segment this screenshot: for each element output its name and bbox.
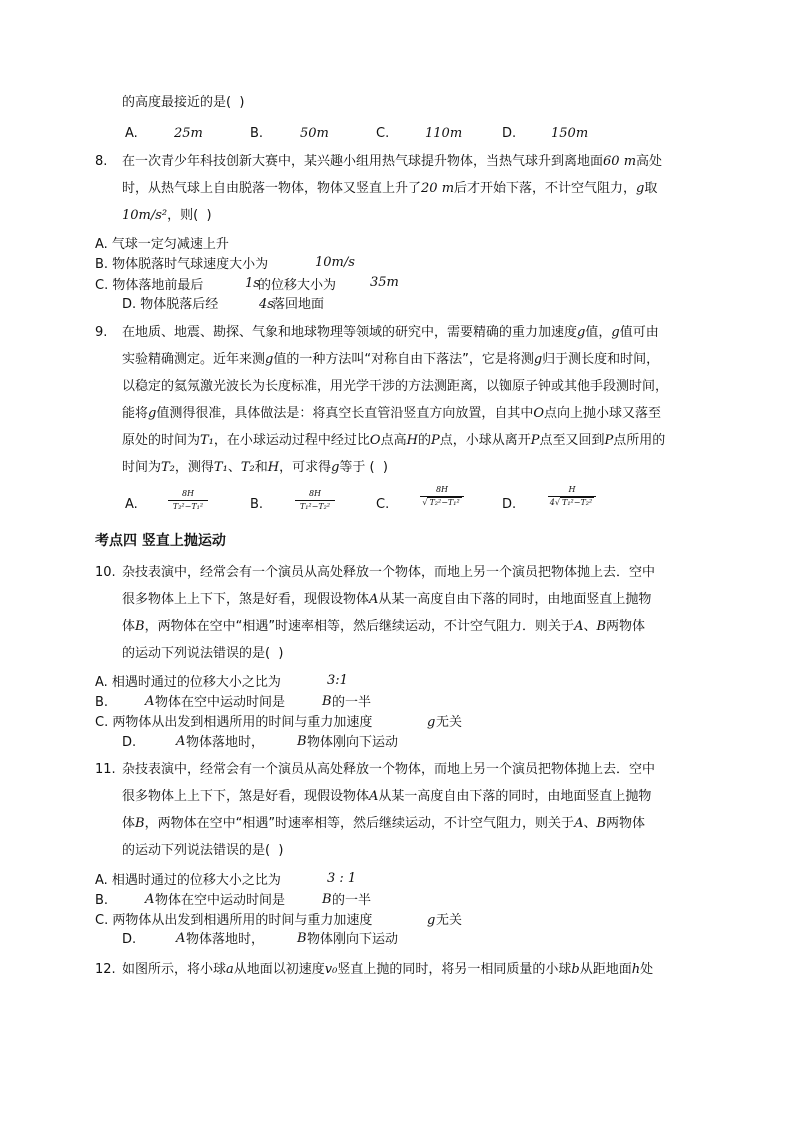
q7-option-b-letter: B. [250,126,264,141]
q10-option-d-letter: D. [122,735,137,750]
q8-option-c-mid: 的位移大小为 [258,278,337,293]
q11-option-d-letter: D. [122,932,137,947]
q11-option-c-tail: 无关 [436,913,463,928]
q7-stem-tail: 的高度最接近的是( ) [122,95,245,110]
q9-option-c-letter: C. [376,497,390,512]
q9-option-d-numerator: H [568,485,576,494]
q10-option-d-mid: 物体落地时， [186,735,265,750]
q9-option-a-denominator: T₂²−T₁² [172,502,204,511]
section-heading: 考点四 竖直上抛运动 [95,533,226,549]
q11-option-c: C. 两物体从出发到相遇所用的时间与重力加速度 [95,913,373,928]
q10-line-3: 体B，两物体在空中“相遇”时速率相等，然后继续运动，不计空气阻力．则关于A、B两物体 [122,619,646,634]
q8-option-c-value: 35m [370,275,399,290]
q10-option-d-a: A [176,734,186,749]
q11-option-b-a: A [145,892,155,907]
q10-option-b-a: A [145,694,155,709]
q10-option-b-mid: 物体在空中运动时间是 [155,695,286,710]
q11-option-d-tail: 物体刚向下运动 [307,932,399,947]
q10-option-a: A. 相遇时通过的位移大小之比为 [95,675,281,690]
q11-option-d-b: B [297,931,307,946]
q11-line-1: 杂技表演中，经常会有一个演员从高处释放一个物体，而地上另一个演员把物体抛上去．空中 [122,762,656,777]
q9-line-3: 以稳定的氦氖激光波长为长度标准，用光学干涉的方法测距离，以铷原子钟或其他手段测时间， [122,379,669,394]
q9-option-d-letter: D. [502,497,517,512]
q11-option-c-g: g [427,913,436,928]
q8-option-d-time: 4s [259,297,274,312]
q7-option-b-value: 50m [300,126,329,141]
q9-line-4: 能将g值测得很准，具体做法是：将真空长直管沿竖直方向放置，自其中O点向上抛小球又落至 [122,406,662,421]
q8-line-2: 时，从热气球上自由脱落一物体，物体又竖直上升了20 m后才开始下落，不计空气阻力，g取 [122,181,658,196]
q10-line-4: 的运动下列说法错误的是( ) [122,646,284,661]
q11-line-3: 体B，两物体在空中“相遇”时速率相等，然后继续运动，不计空气阻力，则关于A、B两物体 [122,816,646,831]
q9-option-a-numerator: 8H [181,489,195,498]
q9-line-2: 实验精确测定。近年来测g值的一种方法叫“对称自由下落法”，它是将测g归于测长度和时间， [122,352,660,367]
q9-line-5: 原处的时间为T₁，在小球运动过程中经过比O点高H的P点，小球从离开P点至又回到P点所用的 [122,433,666,448]
q11-line-2: 很多物体上上下下，煞是好看，现假设物体A从某一高度自由下落的同时，由地面竖直上抛物 [122,789,652,804]
q8-option-d: D. 物体脱落后经 [122,297,219,312]
q9-option-d-fraction: H 4√ T₁²−T₂² [548,485,596,508]
q7-option-c-letter: C. [376,126,390,141]
q8-option-c-time: 1s [245,276,260,291]
q9-option-b-numerator: 8H [308,489,322,498]
q11-line-4: 的运动下列说法错误的是( ) [122,843,284,858]
q9-number: 9. [95,325,108,340]
q9-option-b-letter: B. [250,497,264,512]
q10-line-2: 很多物体上上下下，煞是好看，现假设物体A从某一高度自由下落的同时，由地面竖直上抛物 [122,592,652,607]
q9-option-a-letter: A. [125,497,138,512]
q11-option-a-value: 3 : 1 [327,871,357,886]
q9-option-d-coefficient: 4 [549,498,555,507]
q9-option-c-fraction: 8H √ T₂²−T₁² [420,485,464,508]
q7-option-d-letter: D. [502,126,517,141]
q8-number: 8. [95,154,108,169]
q10-option-a-value: 3:1 [327,673,348,688]
q9-option-a-fraction [168,489,208,512]
q8-option-b-value: 10m/s [315,255,355,270]
q9-option-c-denominator: T₂²−T₁² [429,498,460,507]
q8-option-d-tail: 落回地面 [272,297,325,312]
q7-option-d-value: 150m [551,126,589,141]
q7-option-c-value: 110m [425,126,463,141]
q7-option-a-value: 25m [174,126,203,141]
q10-option-c-tail: 无关 [436,715,463,730]
q11-option-d-a: A [176,931,186,946]
q9-line-1: 在地质、地震、勘探、气象和地球物理等领域的研究中，需要精确的重力加速度g值，g值可由 [122,325,659,340]
q10-option-b-b: B [322,694,332,709]
q11-option-b-b: B [322,892,332,907]
q12-number: 12. [95,962,116,977]
q10-option-b-letter: B. [95,695,109,710]
q9-option-c-numerator: 8H [435,485,449,494]
q9-line-6: 时间为T₂，测得T₁、T₂和H，可求得g等于 ( ) [122,460,388,475]
q11-option-b-mid: 物体在空中运动时间是 [155,893,286,908]
q11-number: 11. [95,762,116,777]
q9-option-b-fraction [295,489,335,512]
q10-line-1: 杂技表演中，经常会有一个演员从高处释放一个物体，而地上另一个演员把物体抛上去．空中 [122,565,656,580]
q11-option-d-mid: 物体落地时， [186,932,265,947]
q10-option-c-g: g [427,715,436,730]
q10-option-c: C. 两物体从出发到相遇所用的时间与重力加速度 [95,715,373,730]
q10-option-b-tail: 的一半 [332,695,372,710]
q9-option-d-denominator: T₁²−T₂² [562,498,593,507]
q8-line-3: 10m/s²，则( ) [122,208,212,223]
q7-option-a-letter: A. [125,126,138,141]
q12-line-1: 如图所示，将小球a从地面以初速度v₀竖直上抛的同时，将另一相同质量的小球b从距地面h处 [122,962,654,977]
q11-option-a: A. 相遇时通过的位移大小之比为 [95,873,281,888]
q10-option-d-tail: 物体刚向下运动 [307,735,399,750]
q10-option-d-b: B [297,734,307,749]
q10-number: 10. [95,565,116,580]
q11-option-b-tail: 的一半 [332,893,372,908]
q8-option-b: B. 物体脱落时气球速度大小为 [95,257,269,272]
q8-option-c: C. 物体落地前最后 [95,278,204,293]
q8-line-1: 在一次青少年科技创新大赛中，某兴趣小组用热气球提升物体，当热气球升到离地面60 m高处 [122,154,663,169]
q8-option-a: A. 气球一定匀减速上升 [95,237,229,252]
q11-option-b-letter: B. [95,893,109,908]
q9-option-b-denominator: T₁²−T₂² [299,502,331,511]
